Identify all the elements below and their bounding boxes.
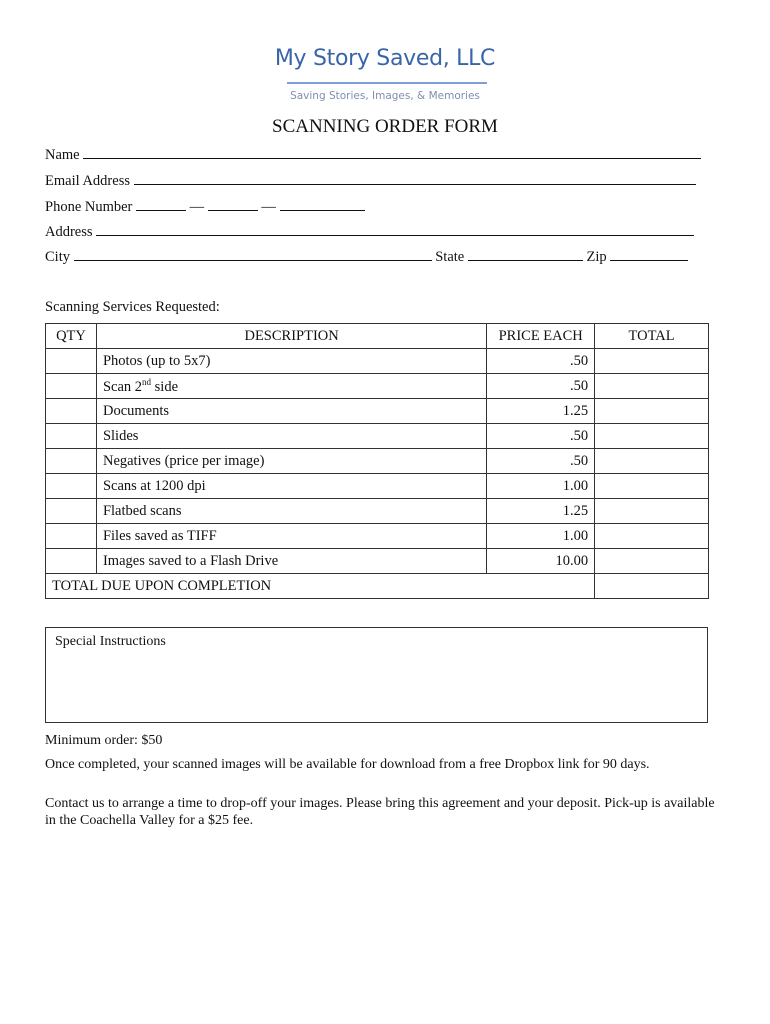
- minimum-order-note: Minimum order: $50: [45, 733, 163, 748]
- services-table: [45, 323, 709, 599]
- description-cell: Negatives (price per image): [96, 449, 486, 474]
- zip-blank[interactable]: [610, 248, 688, 261]
- state-label: State: [435, 249, 465, 265]
- total-cell[interactable]: [595, 524, 709, 549]
- logo-underline: [287, 82, 487, 84]
- ordinal-suffix: nd: [142, 376, 152, 387]
- special-instructions-box[interactable]: [45, 627, 708, 723]
- address-label: Address: [45, 224, 93, 240]
- total-due-row: [46, 574, 709, 599]
- company-logo-name: My Story Saved, LLC: [274, 46, 496, 71]
- qty-cell[interactable]: [46, 474, 97, 499]
- company-tagline: Saving Stories, Images, & Memories: [290, 90, 480, 102]
- city-state-zip-field: [45, 248, 688, 266]
- qty-cell[interactable]: [46, 549, 97, 574]
- email-field: [45, 172, 696, 190]
- price-cell: 1.25: [487, 399, 595, 424]
- table-row: [46, 349, 709, 374]
- state-blank[interactable]: [468, 248, 583, 261]
- total-cell[interactable]: [595, 399, 709, 424]
- description-text-after: side: [151, 378, 179, 395]
- description-cell: Documents: [96, 399, 486, 424]
- phone-area-blank[interactable]: [136, 198, 186, 211]
- total-cell[interactable]: [595, 424, 709, 449]
- total-cell[interactable]: [595, 549, 709, 574]
- price-cell: .50: [487, 424, 595, 449]
- email-label: Email Address: [45, 173, 130, 189]
- table-row: [46, 399, 709, 424]
- qty-header: QTY: [46, 324, 97, 349]
- total-cell[interactable]: [595, 349, 709, 374]
- qty-cell[interactable]: [46, 424, 97, 449]
- city-label: City: [45, 249, 70, 265]
- services-label: Scanning Services Requested:: [45, 299, 220, 315]
- qty-cell[interactable]: [46, 449, 97, 474]
- qty-cell[interactable]: [46, 524, 97, 549]
- total-due-cell[interactable]: [595, 574, 709, 599]
- zip-label: Zip: [586, 249, 607, 265]
- phone-dash-1: —: [189, 199, 205, 215]
- total-cell[interactable]: [595, 374, 709, 399]
- price-header: PRICE EACH: [487, 324, 595, 349]
- table-row: [46, 499, 709, 524]
- total-header: TOTAL: [595, 324, 709, 349]
- description-cell: Files saved as TIFF: [96, 524, 486, 549]
- total-cell[interactable]: [595, 474, 709, 499]
- table-row: [46, 424, 709, 449]
- description-header: DESCRIPTION: [96, 324, 486, 349]
- description-cell: Scans at 1200 dpi: [96, 474, 486, 499]
- price-cell: .50: [487, 374, 595, 399]
- email-blank[interactable]: [134, 172, 696, 185]
- qty-cell[interactable]: [46, 374, 97, 399]
- description-cell: Slides: [96, 424, 486, 449]
- description-cell: Images saved to a Flash Drive: [96, 549, 486, 574]
- table-row: [46, 549, 709, 574]
- table-header-row: [46, 324, 709, 349]
- name-blank[interactable]: [83, 146, 701, 159]
- name-label: Name: [45, 147, 80, 163]
- table-row: [46, 374, 709, 399]
- description-cell: Photos (up to 5x7): [96, 349, 486, 374]
- city-blank[interactable]: [74, 248, 432, 261]
- phone-field: [45, 198, 365, 216]
- phone-prefix-blank[interactable]: [208, 198, 258, 211]
- table-row: [46, 449, 709, 474]
- total-cell[interactable]: [595, 499, 709, 524]
- contact-note: Contact us to arrange a time to drop-off your images. Please bring this agreement and your deposit. Pick-up is available in the Coachella Valley for a $25 fee.: [45, 796, 715, 828]
- phone-label: Phone Number: [45, 199, 133, 215]
- description-cell: [96, 374, 486, 399]
- phone-line-blank[interactable]: [280, 198, 365, 211]
- price-cell: 1.00: [487, 524, 595, 549]
- price-cell: 10.00: [487, 549, 595, 574]
- description-cell: Flatbed scans: [96, 499, 486, 524]
- description-text: Scan 2: [102, 378, 143, 395]
- phone-dash-2: —: [261, 199, 276, 215]
- address-blank[interactable]: [96, 223, 694, 236]
- qty-cell[interactable]: [46, 349, 97, 374]
- download-note: Once completed, your scanned images will be available for download from a free Dropbox link for 90 days.: [45, 757, 650, 772]
- qty-cell[interactable]: [46, 399, 97, 424]
- table-row: [46, 524, 709, 549]
- special-instructions-label: Special Instructions: [55, 634, 166, 649]
- qty-cell[interactable]: [46, 499, 97, 524]
- price-cell: 1.00: [487, 474, 595, 499]
- form-title: SCANNING ORDER FORM: [272, 116, 498, 137]
- total-cell[interactable]: [595, 449, 709, 474]
- table-row: [46, 474, 709, 499]
- price-cell: .50: [487, 449, 595, 474]
- address-field: [45, 223, 694, 241]
- name-field: [45, 146, 701, 164]
- price-cell: .50: [487, 349, 595, 374]
- price-cell: 1.25: [487, 499, 595, 524]
- total-due-label: TOTAL DUE UPON COMPLETION: [46, 574, 595, 599]
